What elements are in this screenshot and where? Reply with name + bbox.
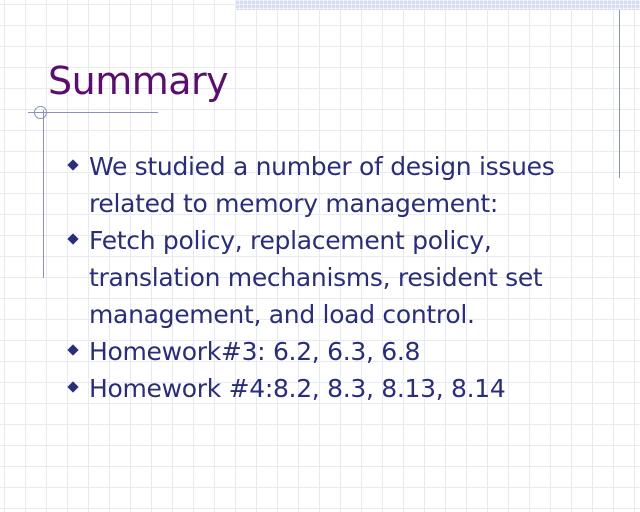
bullet-item-homework-3: [68, 333, 598, 370]
diamond-bullet-icon: [67, 159, 78, 170]
title-underline-rule: [28, 112, 158, 113]
bullet-list: [68, 148, 598, 407]
diamond-bullet-icon: [67, 381, 78, 392]
bullet-line: Homework#3: 6.2, 6.3, 6.8: [89, 337, 421, 366]
diamond-bullet-icon: [67, 233, 78, 244]
bullet-item-homework-4: [68, 370, 598, 407]
bullet-line: Fetch policy, replacement policy,: [89, 226, 492, 255]
slide-title: Summary: [48, 59, 229, 103]
bullet-line: translation mechanisms, resident set: [89, 263, 543, 292]
crosshair-circle-icon: [34, 106, 47, 119]
left-vertical-rule: [43, 110, 44, 278]
bullet-line: related to memory management:: [89, 189, 499, 218]
bullet-item-policies: [68, 222, 598, 333]
top-decorative-band: [235, 0, 640, 10]
bullet-line: We studied a number of design issues: [89, 152, 555, 181]
diamond-bullet-icon: [67, 344, 78, 355]
bullet-line: management, and load control.: [89, 300, 475, 329]
bullet-line: Homework #4:8.2, 8.3, 8.13, 8.14: [89, 374, 506, 403]
bullet-item-design-issues: [68, 148, 598, 222]
right-vertical-rule: [619, 10, 620, 178]
